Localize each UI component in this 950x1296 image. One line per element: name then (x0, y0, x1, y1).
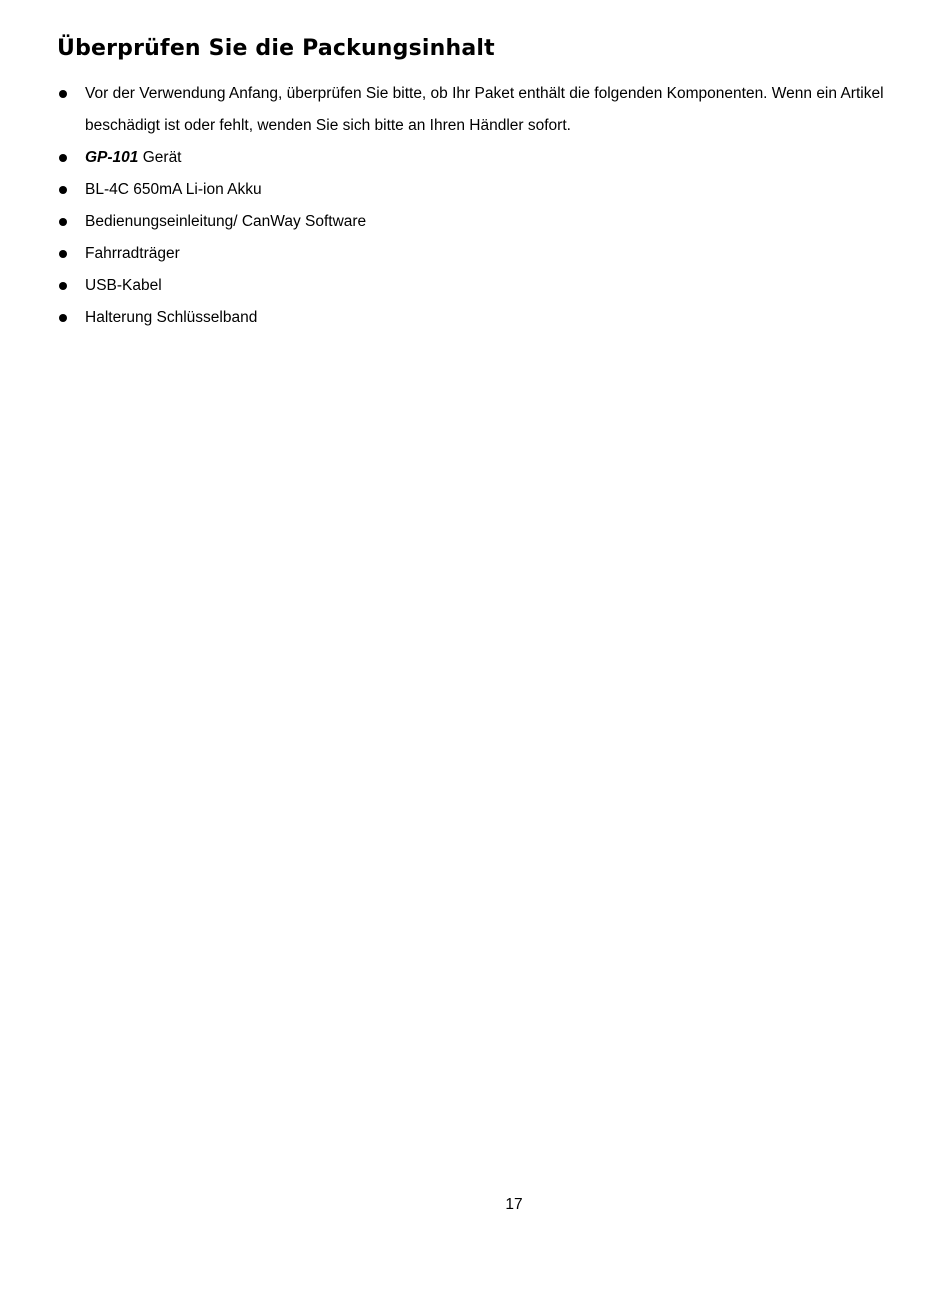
package-contents-list (57, 78, 897, 334)
list-item-text: Gerät (138, 149, 182, 166)
list-item-text: BL-4C 650mA Li-ion Akku (85, 181, 262, 198)
bullet-icon (59, 186, 67, 194)
list-item (57, 142, 897, 174)
list-item-intro (57, 78, 897, 142)
list-item (57, 238, 897, 270)
bullet-icon (59, 154, 67, 162)
page-title: Überprüfen Sie die Packungsinhalt (57, 36, 495, 61)
list-item (57, 174, 897, 206)
page-number: 17 (505, 1196, 523, 1213)
list-item (57, 206, 897, 238)
bullet-icon (59, 314, 67, 322)
product-code: GP-101 (85, 149, 139, 166)
list-item-text: Fahrradträger (85, 245, 180, 262)
bullet-icon (59, 90, 67, 98)
bullet-icon (59, 218, 67, 226)
bullet-icon (59, 250, 67, 258)
intro-text: Vor der Verwendung Anfang, überprüfen Sie bitte, ob Ihr Paket enthält die folgenden Komponenten. Wenn ein Artikel beschädigt ist oder fehlt, wenden Sie sich bitte an Ihren Händler sofort. (85, 85, 884, 134)
list-item (57, 302, 897, 334)
list-item (57, 270, 897, 302)
list-item-text: USB-Kabel (85, 277, 162, 294)
bullet-icon (59, 282, 67, 290)
list-item-text: Halterung Schlüsselband (85, 309, 258, 326)
list-item-text: Bedienungseinleitung/ CanWay Software (85, 213, 367, 230)
